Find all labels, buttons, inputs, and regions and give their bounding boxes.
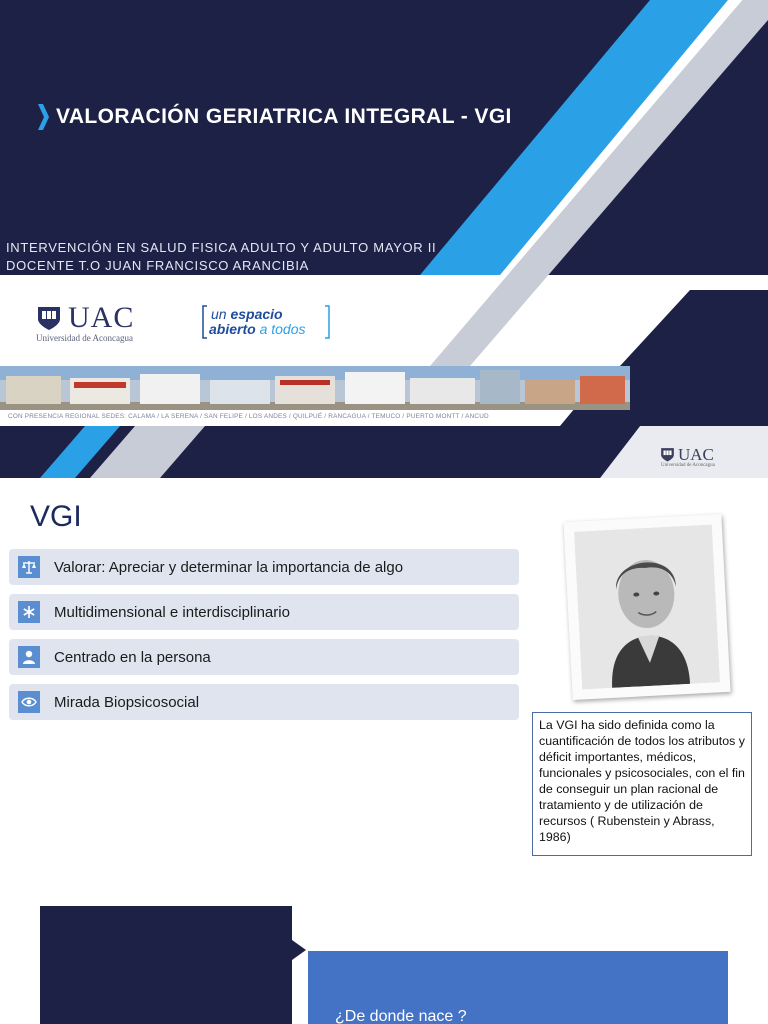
portrait-image: [574, 524, 720, 689]
uac-small-logo-text: UAC: [678, 445, 714, 464]
title-row: [36, 104, 512, 130]
eye-icon: [18, 691, 40, 713]
scale-icon: [18, 556, 40, 578]
vgi-item-label: Valorar: Apreciar y determinar la importancia de algo: [54, 558, 404, 576]
person-icon: [18, 646, 40, 668]
regional-sedes-text: CON PRESENCIA REGIONAL SEDES: CALAMA / LA SERENA / SAN FELIPE / LOS ANDES / QUILPUÉ / RANCAGUA / TEMUCO / PUERTO MONTT / ANCUD: [8, 413, 489, 420]
vgi-item-multidimensional: [9, 594, 519, 630]
title-slide: [0, 0, 768, 478]
teacher-subtitle: DOCENTE T.O JUAN FRANCISCO ARANCIBIA: [6, 258, 310, 273]
vgi-item-centrado: [9, 639, 519, 675]
vgi-definition-quote: La VGI ha sido definida como la cuantificación de todos los atributos y déficit importantes, médicos, funcionales y psicosociales, con el fin de conseguir un plan racional de tratamiento y de utilización de recursos ( Rubenstein y Abrass, 1986): [532, 712, 752, 856]
slide-title: VALORACIÓN GERIATRICA INTEGRAL - VGI: [56, 105, 512, 128]
asterisk-icon: [18, 601, 40, 623]
uac-crest-icon: [36, 305, 62, 331]
question-text: ¿De donde nace ?: [335, 1008, 467, 1024]
uac-small-crest-icon: [660, 447, 675, 462]
section-notch: [292, 940, 306, 960]
vgi-item-biopsicosocial: [9, 684, 519, 720]
vgi-heading: VGI: [30, 500, 82, 533]
slogan: [201, 304, 331, 340]
course-subtitle: INTERVENCIÓN EN SALUD FISICA ADULTO Y ADULTO MAYOR II: [6, 240, 437, 255]
chevron-right-icon: [36, 104, 50, 130]
portrait-photo: [563, 514, 730, 700]
section-dark-block: [40, 906, 292, 1024]
vgi-item-valorar: [9, 549, 519, 585]
slogan-line1: un espacio: [211, 306, 283, 322]
campus-photo-strip: [0, 366, 630, 410]
uac-logo: [36, 303, 134, 333]
uac-small-logo-subtitle: Universidad de Aconcagua: [661, 463, 715, 468]
vgi-item-label: Multidimensional e interdisciplinario: [54, 603, 290, 621]
uac-logo-text: UAC: [68, 301, 135, 334]
slogan-line2: abierto a todos: [209, 321, 306, 337]
uac-small-logo: [660, 446, 714, 463]
vgi-item-label: Mirada Biopsicosocial: [54, 693, 200, 711]
uac-logo-subtitle: Universidad de Aconcagua: [36, 333, 133, 343]
vgi-item-label: Centrado en la persona: [54, 648, 211, 666]
